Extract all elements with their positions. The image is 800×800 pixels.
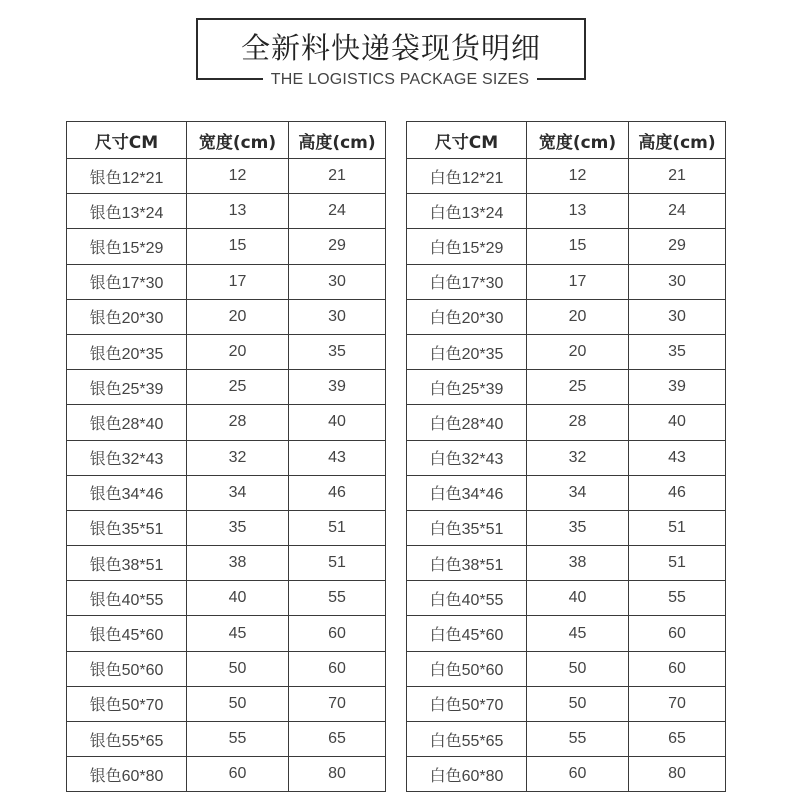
cell-width: 20 <box>527 334 629 369</box>
cell-height: 60 <box>289 651 386 686</box>
cell-height: 24 <box>629 194 726 229</box>
cell-height: 21 <box>289 159 386 194</box>
table-row <box>407 194 726 229</box>
table-row <box>407 159 726 194</box>
cell-height: 55 <box>289 581 386 616</box>
page-title: 全新料快递袋现货明细 <box>240 31 541 65</box>
cell-size: 银色20*35 <box>67 334 187 369</box>
cell-width: 40 <box>527 581 629 616</box>
cell-size: 白色20*35 <box>407 334 527 369</box>
cell-width: 20 <box>187 334 289 369</box>
cell-width: 12 <box>527 159 629 194</box>
cell-height: 40 <box>289 405 386 440</box>
table-row <box>407 405 726 440</box>
cell-width: 13 <box>187 194 289 229</box>
cell-height: 35 <box>629 334 726 369</box>
cell-size: 银色45*60 <box>67 616 187 651</box>
cell-size: 银色20*30 <box>67 299 187 334</box>
table-row <box>67 370 386 405</box>
cell-width: 50 <box>527 651 629 686</box>
table-row <box>407 581 726 616</box>
cell-width: 55 <box>187 722 289 757</box>
cell-height: 65 <box>289 722 386 757</box>
cell-size: 银色13*24 <box>67 194 187 229</box>
column-header-width: 宽度(cm) <box>527 122 629 159</box>
cell-width: 55 <box>527 722 629 757</box>
table-row <box>67 264 386 299</box>
table-header-row <box>67 122 386 159</box>
cell-width: 15 <box>187 229 289 264</box>
cell-width: 32 <box>187 440 289 475</box>
cell-width: 45 <box>187 616 289 651</box>
table-row <box>407 264 726 299</box>
cell-height: 24 <box>289 194 386 229</box>
cell-height: 60 <box>289 616 386 651</box>
cell-height: 51 <box>629 510 726 545</box>
cell-size: 白色40*55 <box>407 581 527 616</box>
cell-width: 40 <box>187 581 289 616</box>
cell-height: 60 <box>629 651 726 686</box>
table-row <box>67 651 386 686</box>
table-row <box>407 510 726 545</box>
table-row <box>407 651 726 686</box>
cell-size: 白色60*80 <box>407 757 527 792</box>
table-row <box>67 722 386 757</box>
table-row <box>407 299 726 334</box>
white-size-table <box>406 121 726 792</box>
cell-height: 70 <box>289 686 386 721</box>
cell-size: 银色12*21 <box>67 159 187 194</box>
cell-height: 46 <box>629 475 726 510</box>
cell-height: 30 <box>289 264 386 299</box>
table-header-row <box>407 122 726 159</box>
column-header-size: 尺寸CM <box>407 122 527 159</box>
column-header-size: 尺寸CM <box>67 122 187 159</box>
table-row <box>67 686 386 721</box>
cell-width: 15 <box>527 229 629 264</box>
cell-size: 白色20*30 <box>407 299 527 334</box>
cell-size: 银色55*65 <box>67 722 187 757</box>
cell-width: 25 <box>187 370 289 405</box>
cell-height: 29 <box>629 229 726 264</box>
cell-height: 46 <box>289 475 386 510</box>
table-row <box>407 757 726 792</box>
table-row <box>407 616 726 651</box>
cell-size: 白色15*29 <box>407 229 527 264</box>
cell-size: 银色17*30 <box>67 264 187 299</box>
cell-height: 30 <box>629 264 726 299</box>
table-row <box>67 757 386 792</box>
table-row <box>67 440 386 475</box>
cell-width: 17 <box>187 264 289 299</box>
cell-height: 30 <box>289 299 386 334</box>
cell-width: 50 <box>527 686 629 721</box>
table-row <box>407 440 726 475</box>
table-row <box>67 475 386 510</box>
cell-height: 60 <box>629 616 726 651</box>
column-header-height: 高度(cm) <box>289 122 386 159</box>
cell-size: 白色50*60 <box>407 651 527 686</box>
cell-height: 51 <box>289 510 386 545</box>
cell-size: 白色34*46 <box>407 475 527 510</box>
table-row <box>407 475 726 510</box>
cell-size: 银色34*46 <box>67 475 187 510</box>
column-header-width: 宽度(cm) <box>187 122 289 159</box>
table-row <box>407 686 726 721</box>
table-row <box>407 370 726 405</box>
cell-width: 28 <box>527 405 629 440</box>
cell-size: 银色32*43 <box>67 440 187 475</box>
cell-height: 70 <box>629 686 726 721</box>
cell-width: 34 <box>527 475 629 510</box>
cell-height: 29 <box>289 229 386 264</box>
cell-height: 80 <box>289 757 386 792</box>
cell-width: 13 <box>527 194 629 229</box>
table-row <box>67 581 386 616</box>
cell-size: 白色50*70 <box>407 686 527 721</box>
cell-width: 35 <box>187 510 289 545</box>
silver-size-table <box>66 121 386 792</box>
cell-width: 60 <box>187 757 289 792</box>
cell-width: 50 <box>187 686 289 721</box>
cell-size: 白色13*24 <box>407 194 527 229</box>
cell-size: 银色28*40 <box>67 405 187 440</box>
cell-height: 39 <box>289 370 386 405</box>
table-row <box>67 159 386 194</box>
cell-width: 12 <box>187 159 289 194</box>
cell-height: 35 <box>289 334 386 369</box>
subtitle-wrap <box>0 69 800 90</box>
cell-width: 60 <box>527 757 629 792</box>
cell-size: 白色55*65 <box>407 722 527 757</box>
table-row <box>67 405 386 440</box>
cell-width: 45 <box>527 616 629 651</box>
cell-width: 32 <box>527 440 629 475</box>
cell-width: 38 <box>187 546 289 581</box>
table-row <box>407 722 726 757</box>
page-subtitle: THE LOGISTICS PACKAGE SIZES <box>263 70 538 90</box>
cell-size: 白色38*51 <box>407 546 527 581</box>
cell-height: 43 <box>629 440 726 475</box>
cell-size: 白色32*43 <box>407 440 527 475</box>
cell-width: 25 <box>527 370 629 405</box>
table-row <box>407 334 726 369</box>
table-row <box>67 229 386 264</box>
cell-width: 20 <box>527 299 629 334</box>
cell-size: 白色12*21 <box>407 159 527 194</box>
table-row <box>67 616 386 651</box>
table-row <box>67 194 386 229</box>
cell-height: 51 <box>289 546 386 581</box>
cell-height: 55 <box>629 581 726 616</box>
cell-size: 白色35*51 <box>407 510 527 545</box>
cell-size: 银色38*51 <box>67 546 187 581</box>
cell-height: 21 <box>629 159 726 194</box>
cell-width: 17 <box>527 264 629 299</box>
cell-width: 50 <box>187 651 289 686</box>
table-row <box>407 546 726 581</box>
cell-size: 银色15*29 <box>67 229 187 264</box>
cell-size: 白色45*60 <box>407 616 527 651</box>
cell-size: 银色60*80 <box>67 757 187 792</box>
cell-width: 28 <box>187 405 289 440</box>
cell-size: 银色35*51 <box>67 510 187 545</box>
cell-width: 34 <box>187 475 289 510</box>
cell-height: 43 <box>289 440 386 475</box>
cell-size: 银色50*60 <box>67 651 187 686</box>
cell-width: 38 <box>527 546 629 581</box>
cell-size: 白色28*40 <box>407 405 527 440</box>
table-row <box>407 229 726 264</box>
table-row <box>67 299 386 334</box>
cell-size: 白色17*30 <box>407 264 527 299</box>
cell-height: 80 <box>629 757 726 792</box>
table-row <box>67 546 386 581</box>
cell-size: 白色25*39 <box>407 370 527 405</box>
table-row <box>67 510 386 545</box>
cell-height: 40 <box>629 405 726 440</box>
cell-height: 30 <box>629 299 726 334</box>
cell-size: 银色25*39 <box>67 370 187 405</box>
cell-size: 银色50*70 <box>67 686 187 721</box>
cell-height: 39 <box>629 370 726 405</box>
cell-width: 20 <box>187 299 289 334</box>
cell-size: 银色40*55 <box>67 581 187 616</box>
column-header-height: 高度(cm) <box>629 122 726 159</box>
cell-height: 65 <box>629 722 726 757</box>
table-row <box>67 334 386 369</box>
cell-height: 51 <box>629 546 726 581</box>
cell-width: 35 <box>527 510 629 545</box>
